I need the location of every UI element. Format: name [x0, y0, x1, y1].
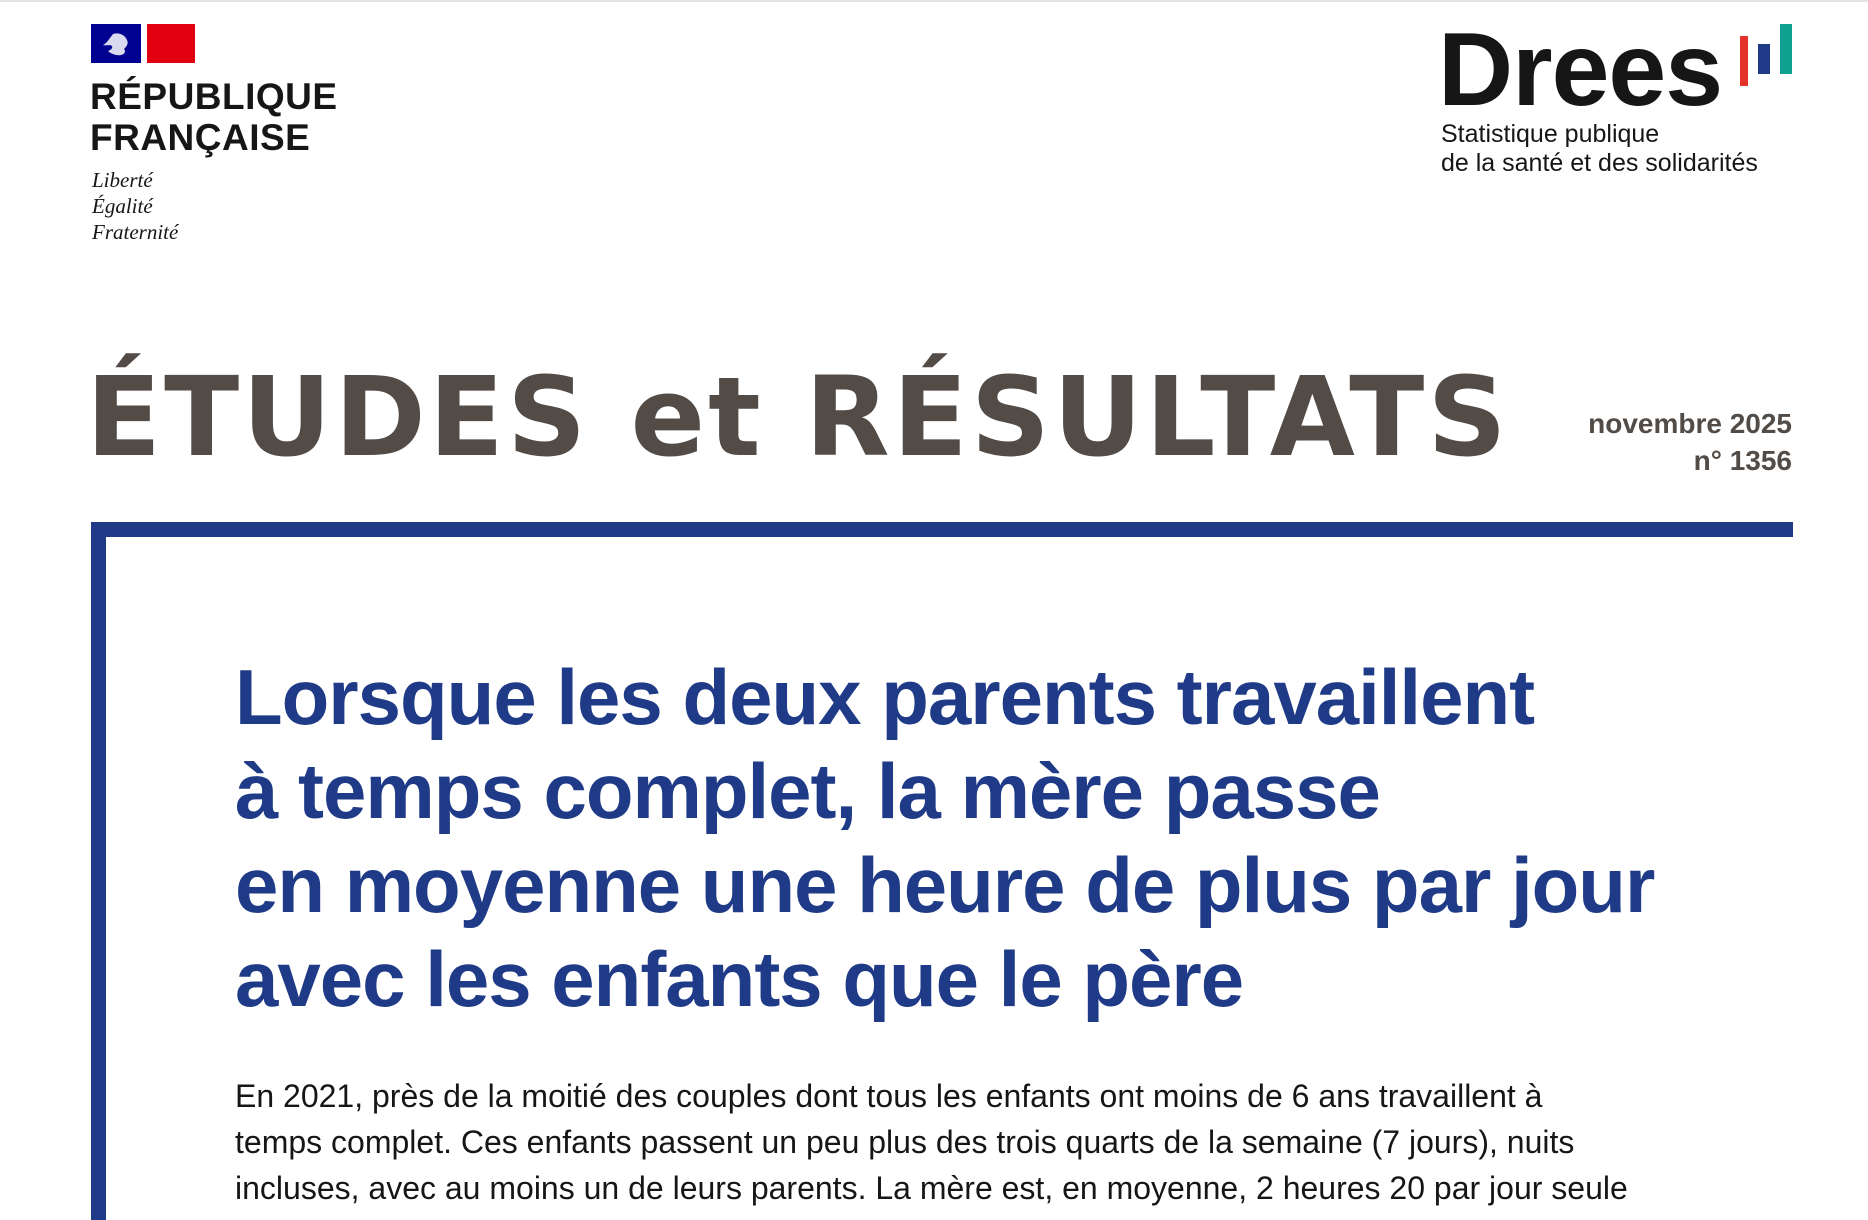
drees-tagline [1441, 120, 1758, 178]
rf-name-line: RÉPUBLIQUE [90, 76, 338, 117]
article-title-line: à temps complet, la mère passe [235, 747, 1380, 835]
frame-top-border [91, 522, 1793, 537]
article-title [235, 650, 1795, 1026]
rf-name-line: FRANÇAISE [90, 117, 311, 158]
drees-tagline-line: Statistique publique [1441, 120, 1660, 148]
motto-liberte: Liberté [92, 168, 153, 192]
flag-red-band [147, 24, 195, 63]
abstract-line: incluses, avec au moins un de leurs parents. La mère est, en moyenne, 2 heures 20 par jour seule [235, 1170, 1628, 1206]
drees-tagline-line: de la santé et des solidarités [1441, 149, 1758, 177]
flag-blue-band [91, 24, 141, 63]
republique-francaise-name [90, 76, 338, 158]
article-title-line: Lorsque les deux parents travaillent [235, 653, 1535, 741]
motto-fraternite: Fraternité [92, 220, 179, 244]
issue-meta [1588, 405, 1792, 479]
article-abstract [235, 1073, 1755, 1211]
abstract-line: temps complet. Ces enfants passent un peu plus des trois quarts de la semaine (7 jours), nuits [235, 1124, 1575, 1160]
abstract-line: En 2021, près de la moitié des couples dont tous les enfants ont moins de 6 ans travaillent à [235, 1078, 1543, 1114]
republique-motto [92, 167, 178, 245]
drees-bars-icon [1740, 24, 1794, 86]
marianne-profile-icon [91, 24, 141, 63]
frame-left-border [91, 522, 106, 1220]
series-title: ÉTUDES et RÉSULTATS [86, 353, 1510, 481]
article-title-line: avec les enfants que le père [235, 935, 1244, 1023]
publication-date: novembre 2025 [1588, 408, 1792, 439]
top-rule [0, 0, 1868, 2]
article-title-line: en moyenne une heure de plus par jour [235, 841, 1655, 929]
drees-wordmark: Drees [1438, 12, 1723, 128]
marianne-flag-logo [91, 24, 195, 63]
publication-number: n° 1356 [1693, 445, 1792, 476]
motto-egalite: Égalité [92, 194, 153, 218]
